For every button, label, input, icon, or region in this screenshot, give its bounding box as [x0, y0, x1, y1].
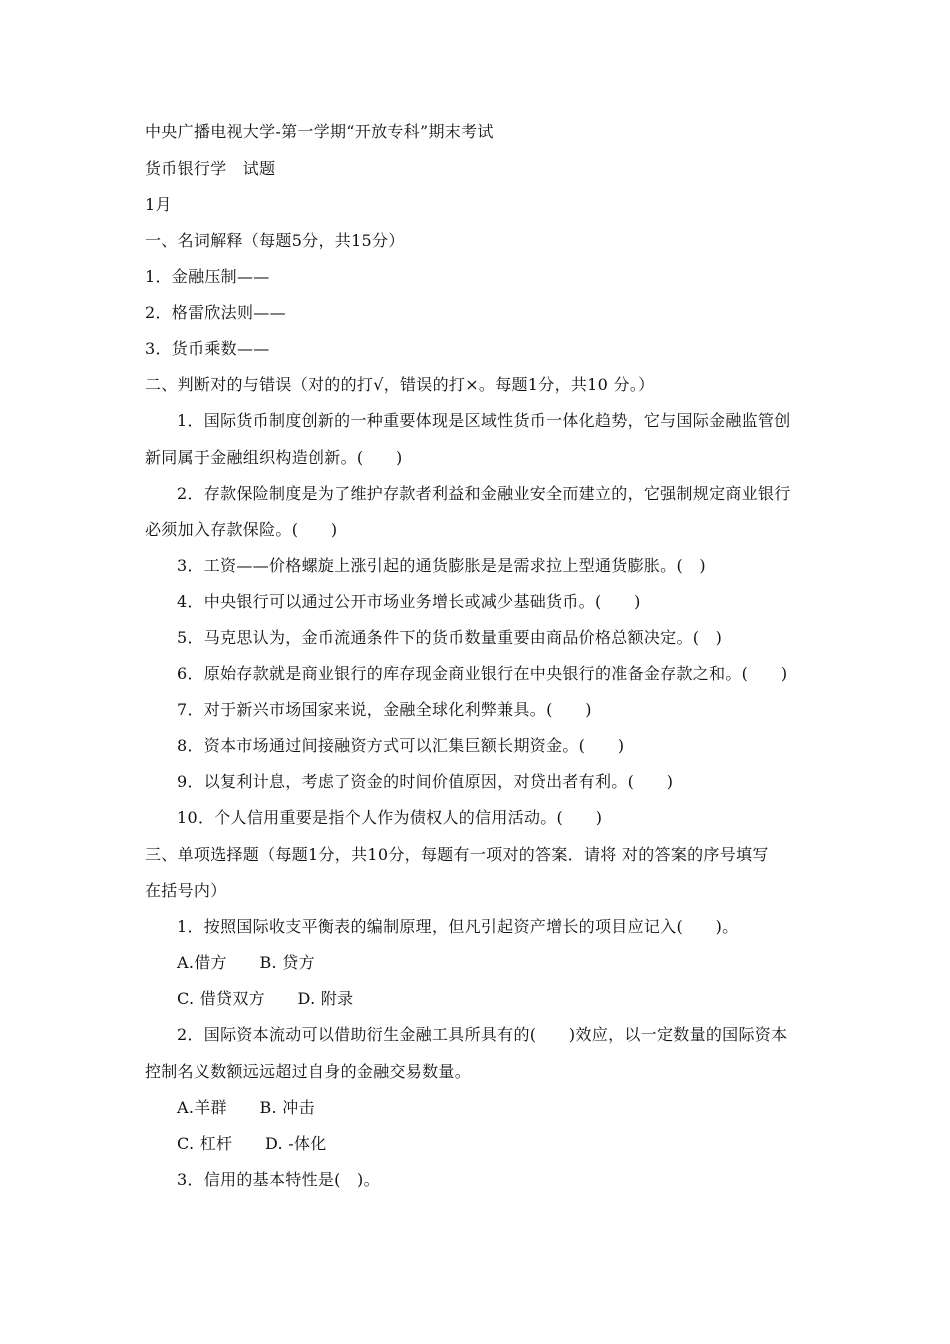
section1-heading: 一、名词解释（每题5分，共15分）: [145, 231, 405, 250]
section2-item-8: 8．资本市场通过间接融资方式可以汇集巨额长期资金。( ): [177, 736, 625, 755]
section1-item-2: 2．格雷欣法则——: [145, 303, 286, 322]
section2-item-1-line1: 1．国际货币制度创新的一种重要体现是区域性货币一体化趋势，它与国际金融监管创: [177, 411, 791, 430]
section3-q1-stem: 1．按照国际收支平衡表的编制原理，但凡引起资产增长的项目应记入( )。: [177, 917, 739, 936]
section2-item-7: 7．对于新兴市场国家来说，金融全球化利弊兼具。( ): [177, 700, 592, 719]
section2-item-10: 10．个人信用重要是指个人作为债权人的信用活动。( ): [177, 808, 603, 827]
section3-q2-options-cd: C. 杠杆 D. -体化: [177, 1134, 327, 1153]
section2-heading: 二、判断对的与错误（对的的打√，错误的打×。每题1分，共10 分。）: [145, 375, 655, 394]
section1-item-3: 3．货币乘数——: [145, 339, 270, 358]
exam-date: 1月: [145, 195, 172, 214]
section2-item-9: 9．以复利计息，考虑了资金的时间价值原因，对贷出者有利。( ): [177, 772, 674, 791]
section2-item-2-line2: 必须加入存款保险。( ): [145, 520, 338, 539]
section1-item-1: 1．金融压制——: [145, 267, 270, 286]
section2-item-6: 6．原始存款就是商业银行的库存现金商业银行在中央银行的准备金存款之和。( ): [177, 664, 788, 683]
section3-q1-options-cd: C. 借贷双方 D. 附录: [177, 989, 354, 1008]
exam-title: 中央广播电视大学-第一学期“开放专科”期末考试: [145, 122, 494, 141]
section2-item-5: 5．马克思认为，金币流通条件下的货币数量重要由商品价格总额决定。( ): [177, 628, 723, 647]
section2-item-4: 4．中央银行可以通过公开市场业务增长或减少基础货币。( ): [177, 592, 641, 611]
section3-heading-line1: 三、单项选择题（每题1分，共10分，每题有一项对的答案．请将 对的答案的序号填写: [145, 845, 769, 864]
section3-q2-stem-line1: 2．国际资本流动可以借助衍生金融工具所具有的( )效应，以一定数量的国际资本: [177, 1025, 788, 1044]
section2-item-3: 3．工资——价格螺旋上涨引起的通货膨胀是是需求拉上型通货膨胀。( ): [177, 556, 706, 575]
section3-q2-options-ab: A.羊群 B. 冲击: [177, 1098, 315, 1117]
section3-q1-options-ab: A.借方 B. 贷方: [177, 953, 315, 972]
section3-q2-stem-line2: 控制名义数额远远超过自身的金融交易数量。: [145, 1062, 472, 1081]
section3-heading-line2: 在括号内）: [145, 881, 227, 900]
exam-subject: 货币银行学 试题: [145, 159, 276, 178]
section2-item-1-line2: 新同属于金融组织构造创新。( ): [145, 448, 403, 467]
section3-q3-stem: 3．信用的基本特性是( )。: [177, 1170, 380, 1189]
section2-item-2-line1: 2．存款保险制度是为了维护存款者利益和金融业安全而建立的，它强制规定商业银行: [177, 484, 791, 503]
